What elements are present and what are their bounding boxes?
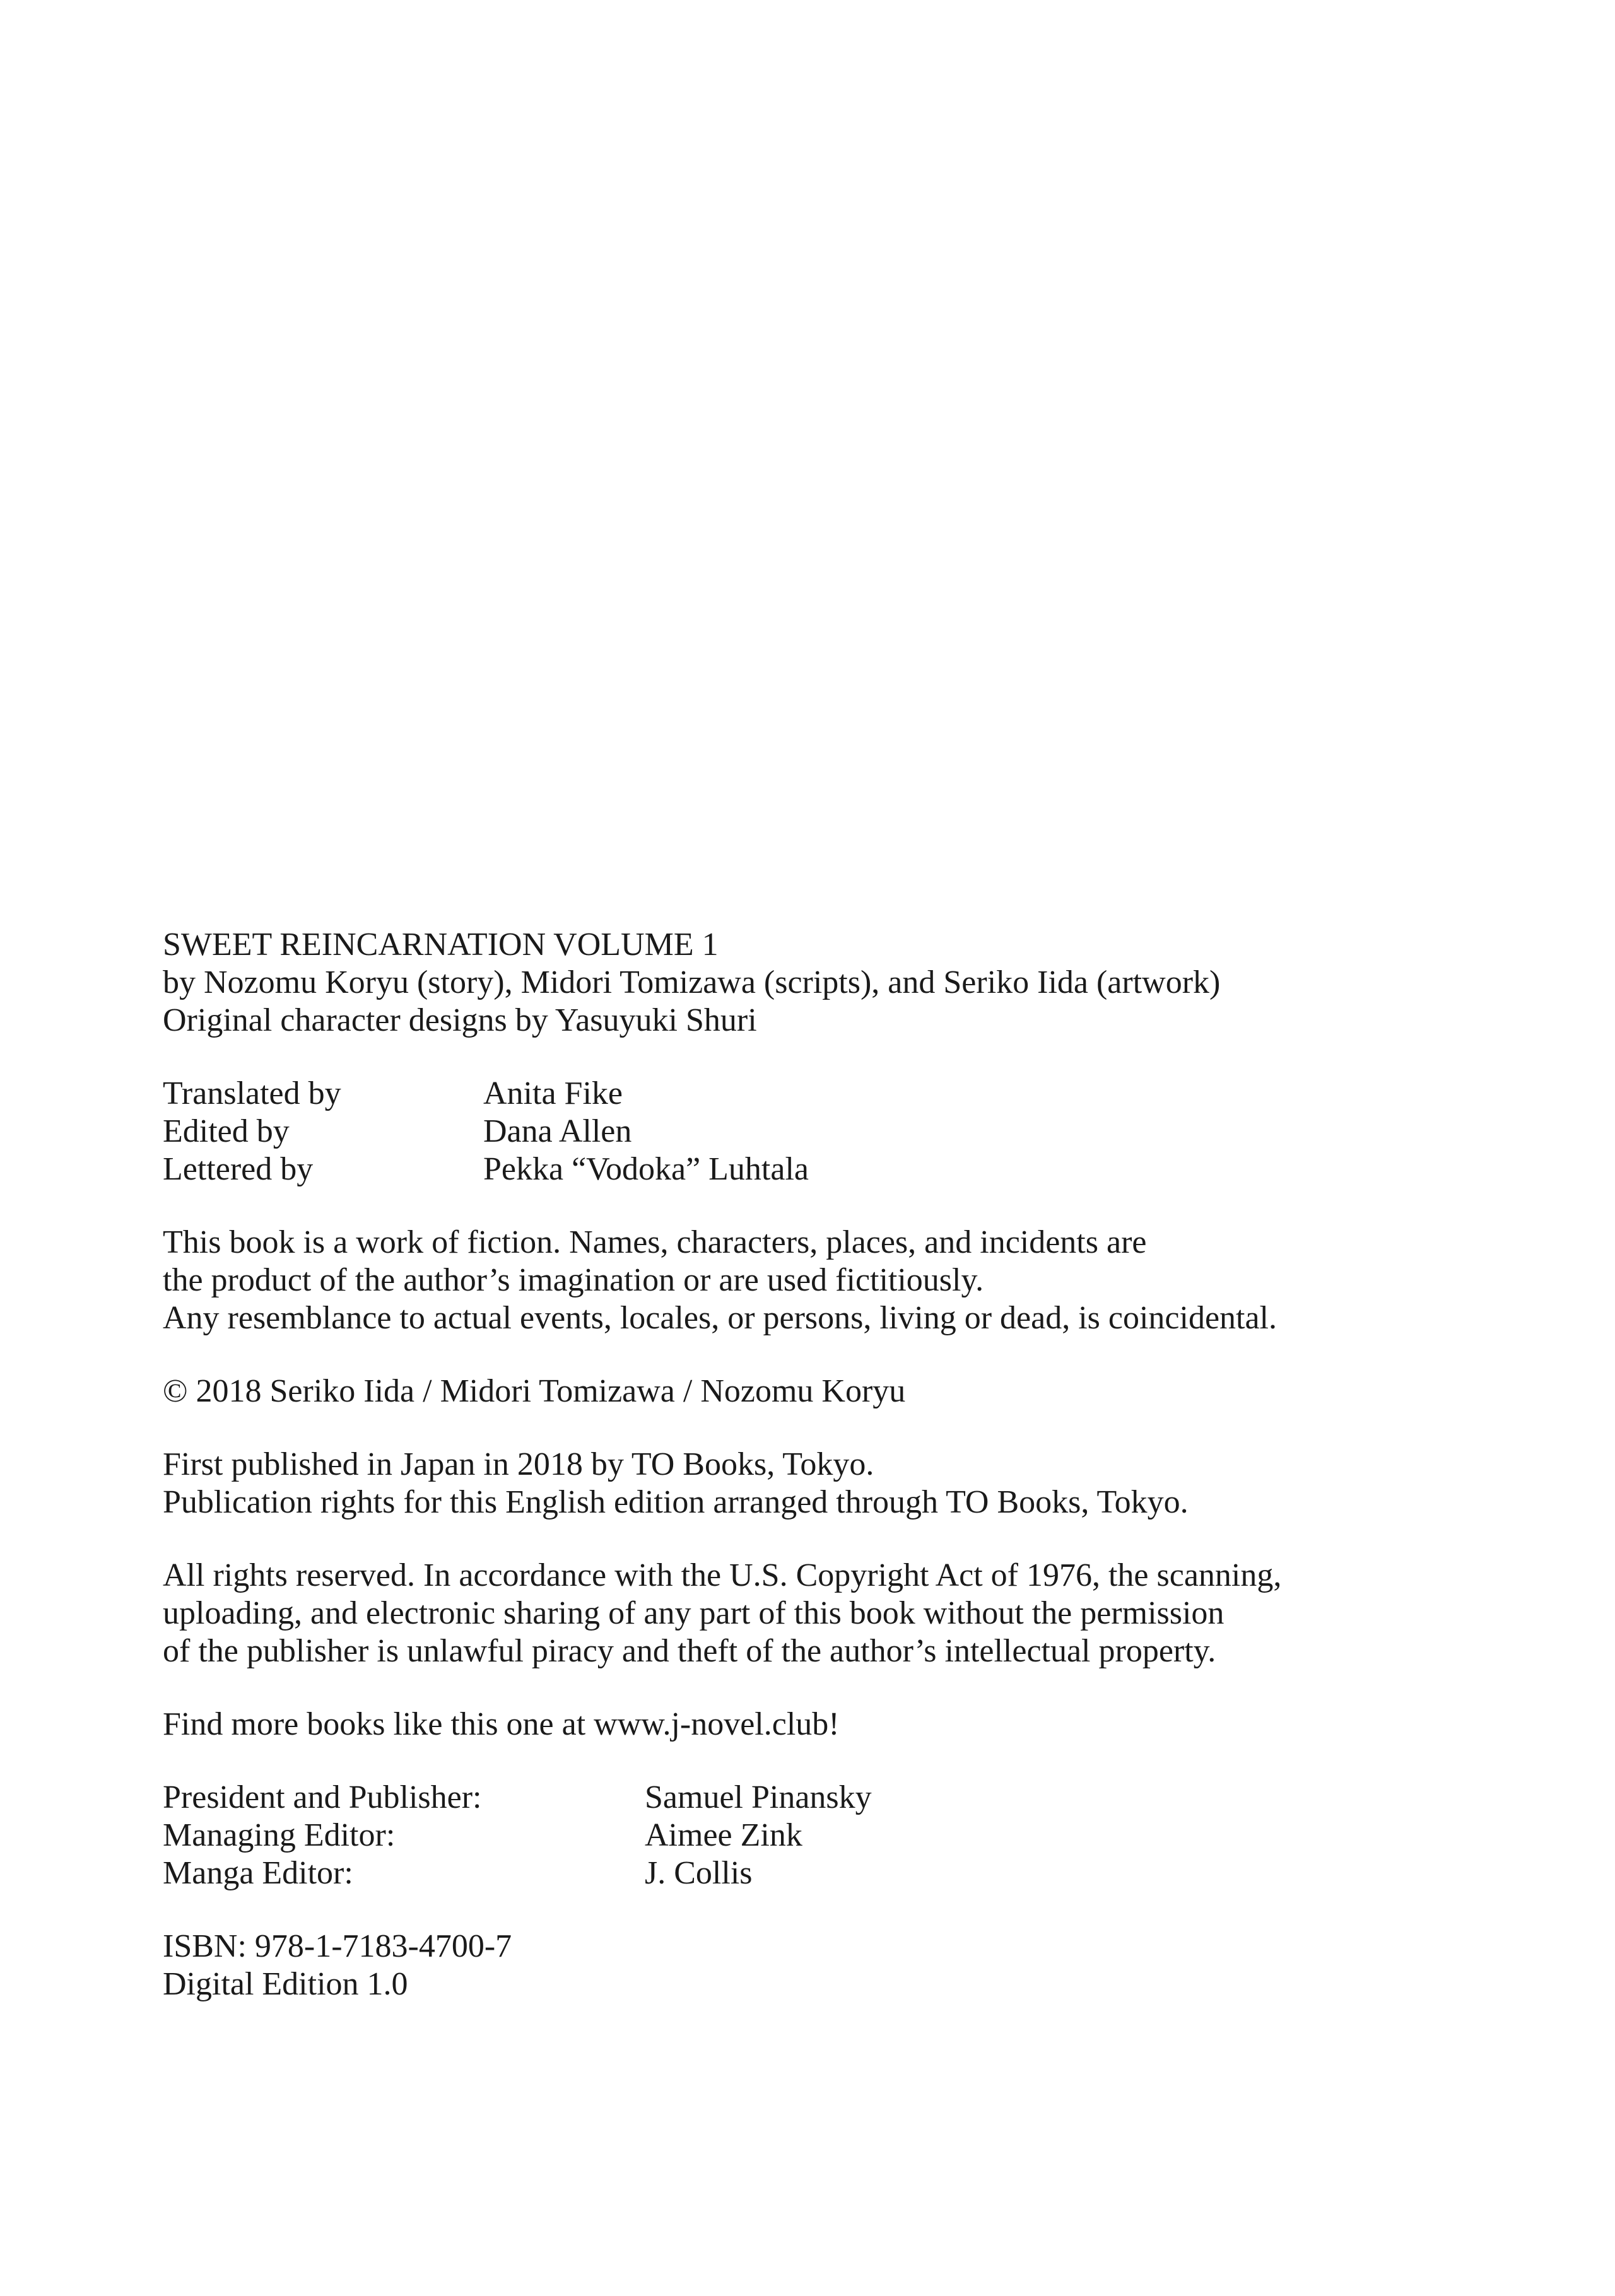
fiction-notice (163, 1224, 1488, 1337)
title-block (163, 926, 1488, 1040)
fiction-notice-line: the product of the author’s imagination or are used fictitiously. (163, 1262, 984, 1298)
fiction-notice-line: Any resemblance to actual events, locales, or persons, living or dead, is coincidental. (163, 1300, 1277, 1336)
staff-role: Managing Editor: (163, 1817, 396, 1853)
staff-name: Samuel Pinansky (645, 1779, 872, 1815)
staff-role: President and Publisher: (163, 1779, 482, 1815)
publication-line: Publication rights for this English edition arranged through TO Books, Tokyo. (163, 1484, 1189, 1520)
staff-name: J. Collis (645, 1855, 753, 1891)
byline: by Nozomu Koryu (story), Midori Tomizawa (scripts), and Seriko Iida (artwork) (163, 964, 1221, 1000)
credit-role: Edited by (163, 1113, 290, 1149)
isbn: ISBN: 978-1-7183-4700-7 (163, 1928, 512, 1964)
copyright-line: © 2018 Seriko Iida / Midori Tomizawa / Nozomu Koryu (163, 1373, 906, 1409)
book-title: SWEET REINCARNATION VOLUME 1 (163, 927, 719, 963)
credit-name: Dana Allen (483, 1113, 632, 1149)
publication-line: First published in Japan in 2018 by TO Books, Tokyo. (163, 1446, 874, 1482)
credits-list (163, 1075, 1488, 1188)
credit-name: Pekka “Vodoka” Luhtala (483, 1151, 809, 1187)
staff-row (163, 1854, 1488, 1892)
credit-row (163, 1113, 1488, 1151)
credit-role: Lettered by (163, 1151, 314, 1187)
credit-role: Translated by (163, 1075, 341, 1111)
rights-line: of the publisher is unlawful piracy and theft of the author’s intellectual property. (163, 1633, 1216, 1669)
staff-list (163, 1779, 1488, 1892)
rights-line: uploading, and electronic sharing of any part of this book without the permission (163, 1595, 1224, 1631)
rights-line: All rights reserved. In accordance with the U.S. Copyright Act of 1976, the scanning, (163, 1557, 1282, 1593)
staff-row (163, 1817, 1488, 1854)
edition-info (163, 1928, 1488, 2003)
website-line: Find more books like this one at www.j-novel.club! (163, 1706, 840, 1742)
publication-info (163, 1446, 1488, 1521)
copyright-notice (163, 1373, 1488, 1410)
edition: Digital Edition 1.0 (163, 1966, 408, 2002)
character-designs: Original character designs by Yasuyuki Shuri (163, 1002, 757, 1038)
staff-name: Aimee Zink (645, 1817, 802, 1853)
staff-role: Manga Editor: (163, 1855, 353, 1891)
fiction-notice-line: This book is a work of fiction. Names, characters, places, and incidents are (163, 1224, 1147, 1260)
staff-row (163, 1779, 1488, 1817)
credit-name: Anita Fike (483, 1075, 623, 1111)
rights-notice (163, 1557, 1488, 1670)
credit-row (163, 1075, 1488, 1113)
credit-row (163, 1151, 1488, 1188)
website-notice (163, 1706, 1488, 1743)
copyright-page (163, 926, 1488, 2039)
